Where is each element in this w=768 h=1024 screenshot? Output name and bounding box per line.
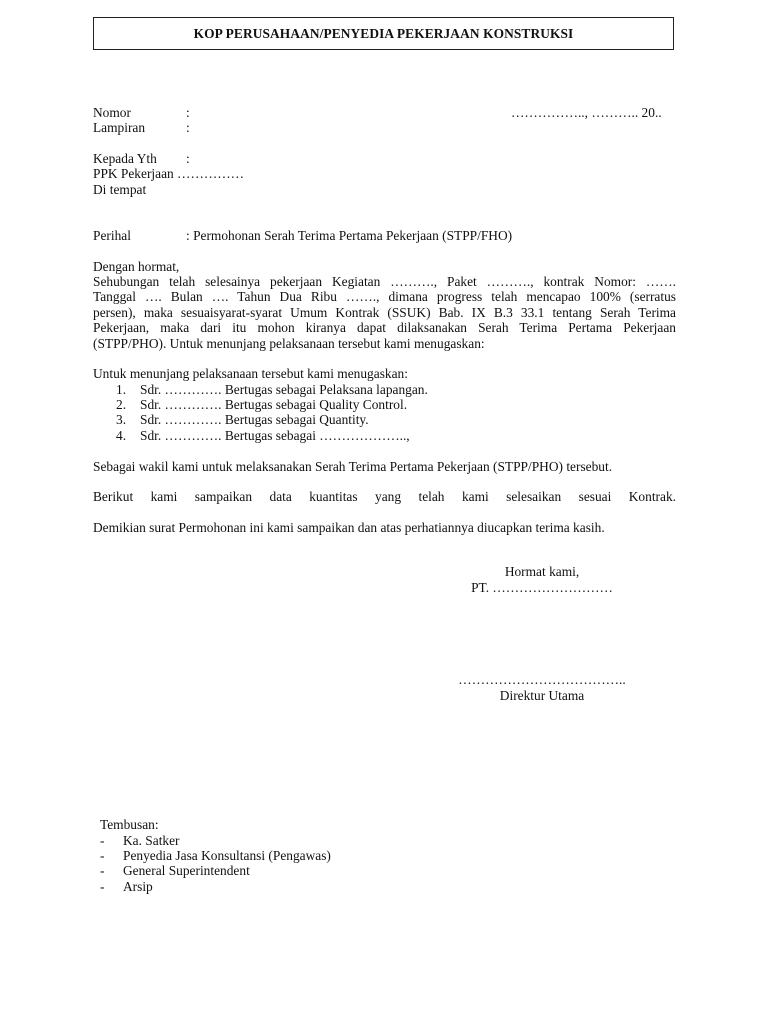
nomor-colon: : — [186, 105, 190, 120]
tembusan-item: General Superintendent — [123, 863, 250, 878]
bullet-dash: - — [100, 879, 105, 894]
di-tempat: Di tempat — [93, 182, 147, 197]
paragraph-line: persen), maka sesuaisyarat-syarat Umum Kontrak (SSUK) Bab. IX B.3 33.1 tentang Serah Terima — [93, 305, 676, 320]
signature-title: Direktur Utama — [499, 688, 585, 703]
paragraph-line: Sehubungan telah selesainya pekerjaan Kegiatan ………., Paket ………., kontrak Nomor: ……. — [93, 274, 676, 289]
greeting: Dengan hormat, — [93, 259, 180, 274]
bullet-dash: - — [100, 833, 105, 848]
tembusan-item: Arsip — [123, 879, 153, 894]
list-intro: Untuk menunjang pelaksanaan tersebut kami menugaskan: — [93, 366, 408, 381]
list-number: 2. — [116, 397, 127, 412]
tembusan-label: Tembusan: — [100, 817, 159, 832]
letterhead-title: KOP PERUSAHAAN/PENYEDIA PEKERJAAN KONSTRUKSI — [193, 25, 574, 41]
letter-date: …………….., ……….. 20.. — [511, 105, 662, 120]
paragraph-representative: Sebagai wakil kami untuk melaksanakan Serah Terima Pertama Pekerjaan (STPP/PHO) tersebut. — [93, 459, 613, 474]
paragraph-closing: Demikian surat Permohonan ini kami sampaikan dan atas perhatiannya diucapkan terima kasih. — [93, 520, 605, 535]
lampiran-colon: : — [186, 120, 190, 135]
lampiran-label: Lampiran — [93, 120, 146, 135]
paragraph-line: Tanggal …. Bulan …. Tahun Dua Ribu ……., dimana progress telah mencapao 100% (serratus — [93, 289, 676, 304]
ppk-line: PPK Pekerjaan …………… — [93, 166, 245, 181]
list-text: Sdr. …………. Bertugas sebagai ……………….., — [140, 428, 410, 443]
tembusan-item: Penyedia Jasa Konsultansi (Pengawas) — [123, 848, 331, 863]
perihal-text: : Permohonan Serah Terima Pertama Pekerjaan (STPP/FHO) — [186, 228, 513, 243]
bullet-dash: - — [100, 848, 105, 863]
paragraph-line: Pekerjaan, maka dari itu mohon kiranya dapat dilaksanakan Serah Terima Pertama Pekerjaan — [93, 320, 676, 335]
kepada-label: Kepada Yth — [93, 151, 157, 166]
list-text: Sdr. …………. Bertugas sebagai Quantity. — [140, 412, 369, 427]
tembusan-item: Ka. Satker — [123, 833, 180, 848]
signature-greeting: Hormat kami, — [504, 564, 580, 579]
perihal-label: Perihal — [93, 228, 131, 243]
list-number: 4. — [116, 428, 127, 443]
signature-company: PT. ……………………… — [471, 580, 613, 595]
bullet-dash: - — [100, 863, 105, 878]
nomor-label: Nomor — [93, 105, 131, 120]
paragraph-line: (STPP/PHO). Untuk menunjang pelaksanaan tersebut kami menugaskan: — [93, 336, 485, 351]
signature-name-line: ……………………………….. — [458, 672, 626, 687]
list-number: 3. — [116, 412, 127, 427]
list-text: Sdr. …………. Bertugas sebagai Quality Control. — [140, 397, 408, 412]
list-number: 1. — [116, 382, 127, 397]
letterhead-box — [93, 17, 674, 50]
list-text: Sdr. …………. Bertugas sebagai Pelaksana lapangan. — [140, 382, 428, 397]
kepada-colon: : — [186, 151, 190, 166]
paragraph-quantity: Berikut kami sampaikan data kuantitas yang telah kami selesaikan sesuai Kontrak. — [93, 489, 676, 504]
